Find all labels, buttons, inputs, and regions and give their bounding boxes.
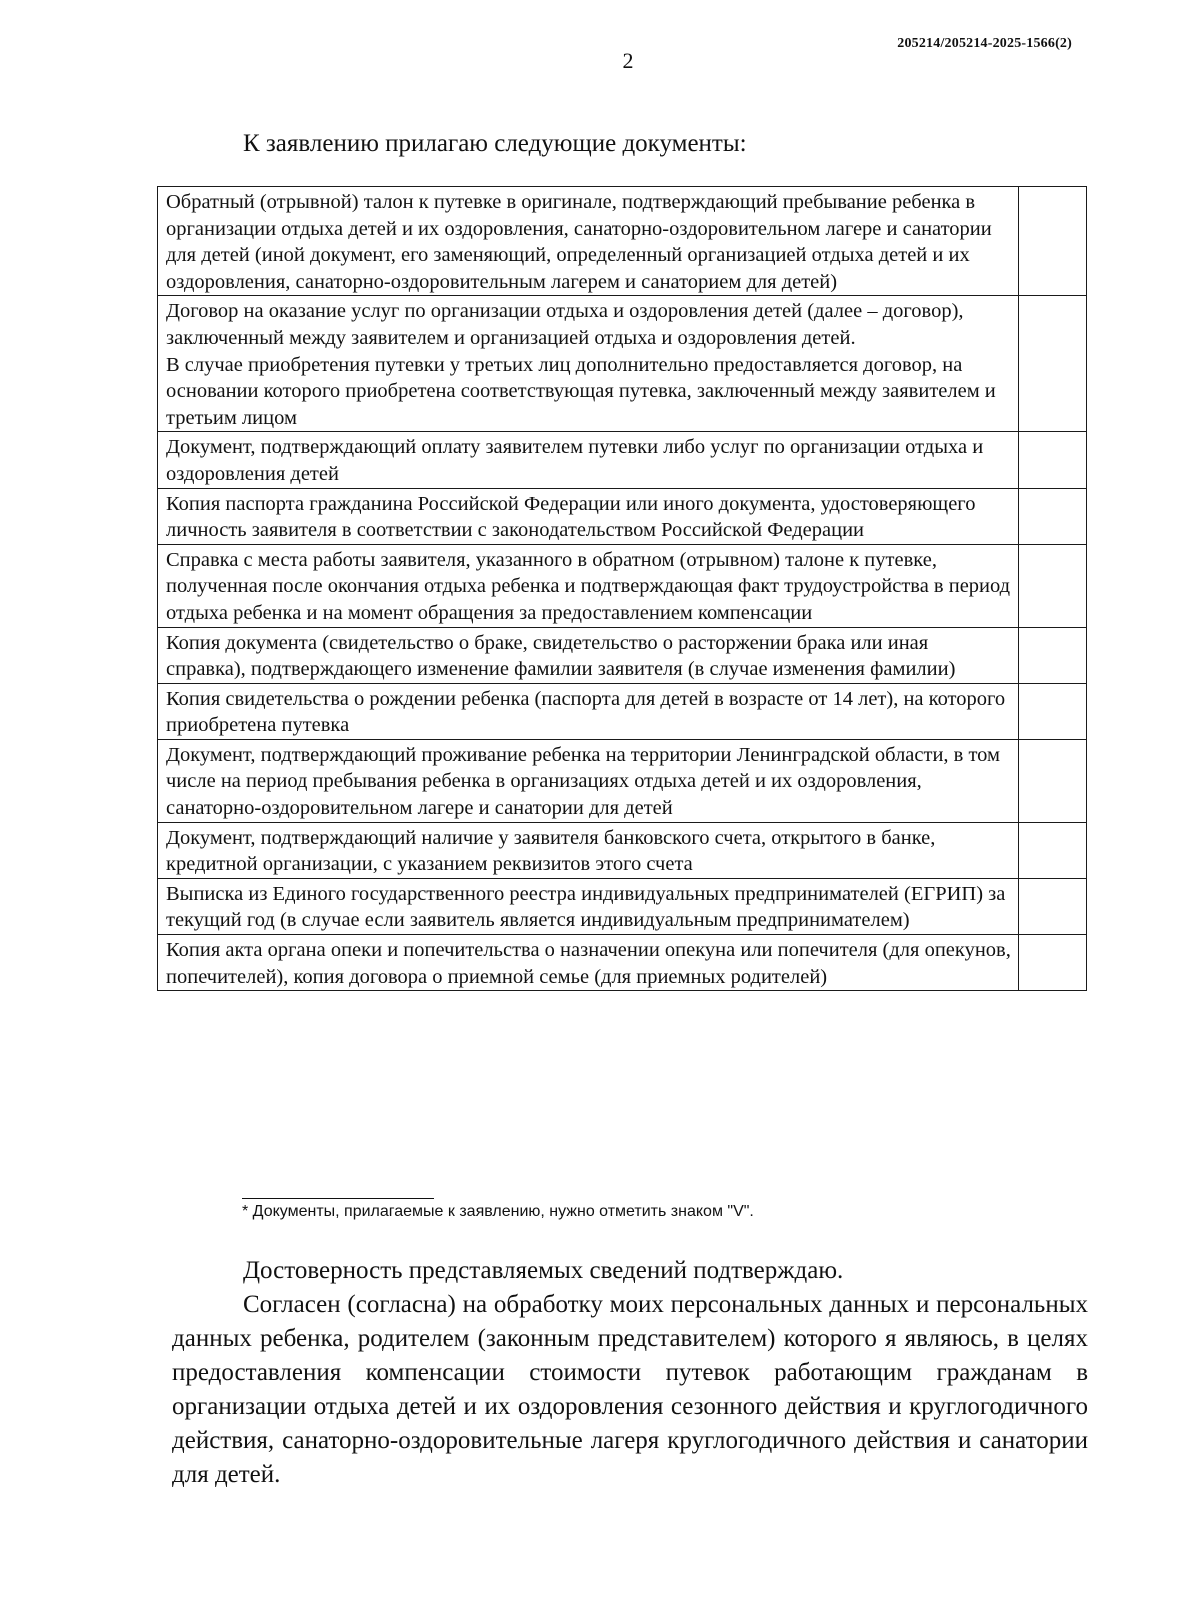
- attachments-heading: К заявлению прилагаю следующие документы:: [243, 130, 747, 157]
- table-row: [158, 739, 1087, 822]
- table-row: [158, 822, 1087, 878]
- document-description: Копия свидетельства о рождении ребенка (паспорта для детей в возрасте от 14 лет), на которого приобретена путевка: [158, 683, 1019, 739]
- document-check-cell[interactable]: [1018, 187, 1086, 296]
- document-description: Копия документа (свидетельство о браке, свидетельство о расторжении брака или иная справка), подтверждающего изменение фамилии заявителя (в случае изменения фамилии): [158, 627, 1019, 683]
- document-description: Документ, подтверждающий наличие у заявителя банковского счета, открытого в банке, кредитной организации, с указанием реквизитов этого счета: [158, 822, 1019, 878]
- personal-data-consent: Согласен (согласна) на обработку моих персональных данных и персональных данных ребенка, родителем (законным представителем) которого я являюсь, в целях предоставления компенсации стоимости путевок работающим гражданам в организации отдыха детей и их оздоровления сезонного действия и круглогодичного действия, санаторно-оздоровительные лагеря круглогодичного действия и санатории для детей.: [172, 1291, 1088, 1488]
- attached-documents-table: [157, 186, 1087, 991]
- footnote-divider: [242, 1198, 434, 1199]
- table-row: [158, 935, 1087, 991]
- document-description: Выписка из Единого государственного реестра индивидуальных предпринимателей (ЕГРИП) за текущий год (в случае если заявитель является индивидуальным предпринимателем): [158, 878, 1019, 934]
- document-check-cell[interactable]: [1018, 488, 1086, 544]
- document-check-cell[interactable]: [1018, 544, 1086, 627]
- document-check-cell[interactable]: [1018, 432, 1086, 488]
- document-check-cell[interactable]: [1018, 683, 1086, 739]
- page-number: 2: [622, 48, 634, 73]
- document-check-cell[interactable]: [1018, 878, 1086, 934]
- table-row: [158, 683, 1087, 739]
- document-description: Обратный (отрывной) талон к путевке в оригинале, подтверждающий пребывание ребенка в организации отдыха детей и их оздоровления, санаторно-оздоровительном лагере и санатории для детей (иной документ, его заменяющий, определенный организацией отдыха детей и их оздоровления, санаторно-оздоровительным лагерем и санаторием для детей): [158, 187, 1019, 296]
- document-check-cell[interactable]: [1018, 296, 1086, 432]
- footnote: * Документы, прилагаемые к заявлению, нужно отметить знаком "V".: [242, 1203, 754, 1220]
- confirmation-statement: Достоверность представляемых сведений подтверждаю.: [243, 1257, 844, 1284]
- table-row: [158, 187, 1087, 296]
- document-registration-number: 205214/205214-2025-1566(2): [897, 36, 1072, 51]
- document-check-cell[interactable]: [1018, 822, 1086, 878]
- table-row: [158, 296, 1087, 432]
- table-row: [158, 432, 1087, 488]
- table-row: [158, 878, 1087, 934]
- document-description: Документ, подтверждающий оплату заявителем путевки либо услуг по организации отдыха и оздоровления детей: [158, 432, 1019, 488]
- document-check-cell[interactable]: [1018, 935, 1086, 991]
- document-description: Копия акта органа опеки и попечительства о назначении опекуна или попечителя (для опекунов, попечителей), копия договора о приемной семье (для приемных родителей): [158, 935, 1019, 991]
- table-row: [158, 544, 1087, 627]
- document-check-cell[interactable]: [1018, 739, 1086, 822]
- table-row: [158, 488, 1087, 544]
- document-description: Копия паспорта гражданина Российской Федерации или иного документа, удостоверяющего личность заявителя в соответствии с законодательством Российской Федерации: [158, 488, 1019, 544]
- document-description: Документ, подтверждающий проживание ребенка на территории Ленинградской области, в том числе на период пребывания ребенка в организациях отдыха детей и их оздоровления, санаторно-оздоровительном лагере и санатории для детей: [158, 739, 1019, 822]
- document-check-cell[interactable]: [1018, 627, 1086, 683]
- document-description: Справка с места работы заявителя, указанного в обратном (отрывном) талоне к путевке, полученная после окончания отдыха ребенка и подтверждающая факт трудоустройства в период отдыха ребенка и на момент обращения за предоставлением компенсации: [158, 544, 1019, 627]
- table-row: [158, 627, 1087, 683]
- document-description: Договор на оказание услуг по организации отдыха и оздоровления детей (далее – договор), заключенный между заявителем и организацией отдыха и оздоровления детей. В случае приобретения путевки у третьих лиц дополнительно предоставляется договор, на основании которого приобретена соответствующая путевка, заключенный между заявителем и третьим лицом: [158, 296, 1019, 432]
